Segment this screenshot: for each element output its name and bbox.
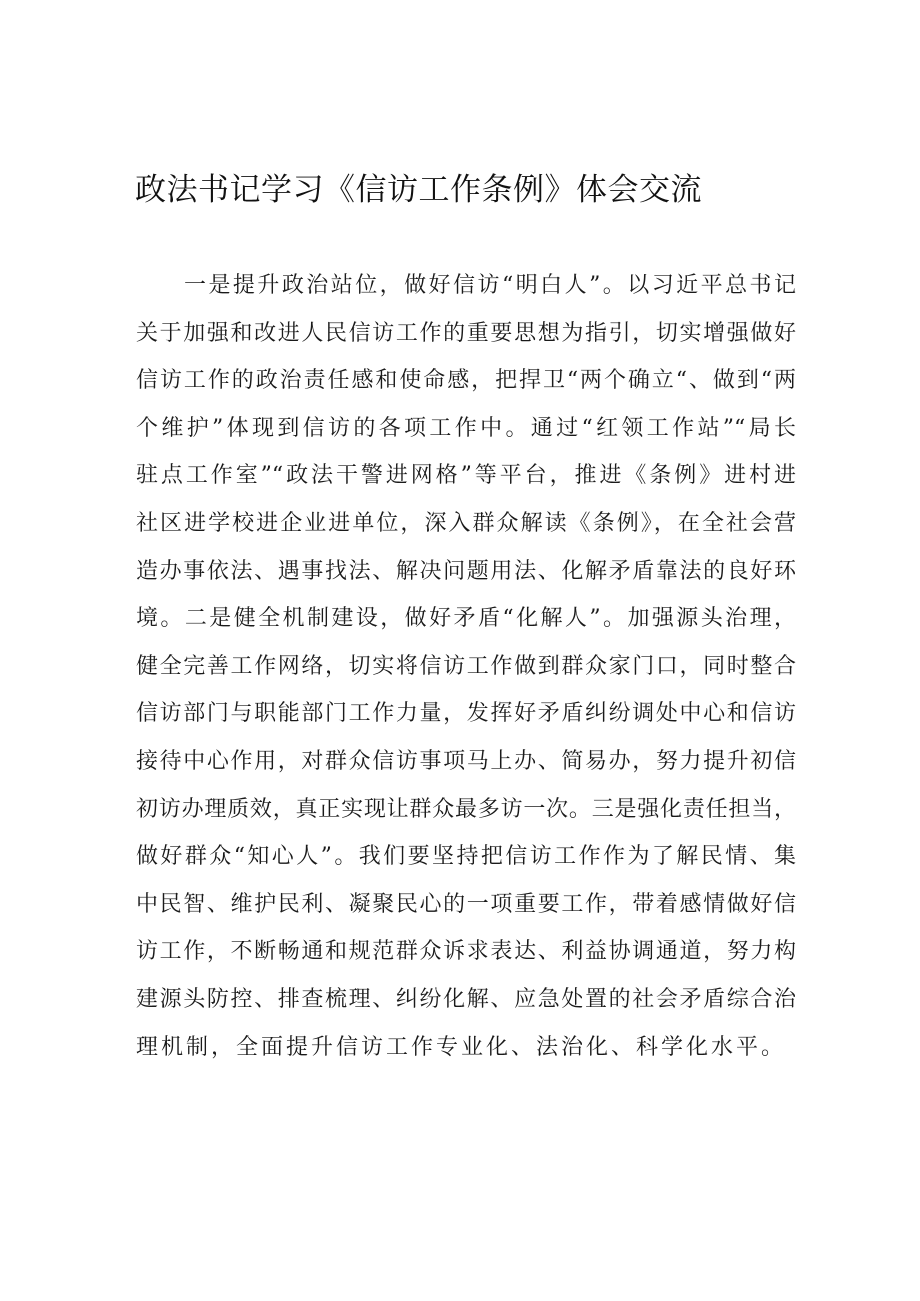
body-line: 造办事依法、遇事找法、解决问题用法、化解矛盾靠法的良好环 [136,558,796,584]
body-line: 关于加强和改进人民信访工作的重要思想为指引，切实增强做好 [136,320,796,346]
body-line: 访工作，不断畅通和规范群众诉求表达、利益协调通道，努力构 [136,939,796,965]
body-line: 初访办理质效，真正实现让群众最多访一次。三是强化责任担当， [136,796,796,822]
body-line: 一是提升政治站位，做好信访“明白人”。以习近平总书记 [184,273,796,298]
body-line: 境。二是健全机制建设，做好矛盾“化解人”。加强源头治理， [136,606,796,632]
body-line: 社区进学校进企业进单位，深入群众解读《条例》，在全社会营 [136,510,796,536]
body-line: 信访部门与职能部门工作力量，发挥好矛盾纠纷调处中心和信访 [136,701,796,727]
body-line: 接待中心作用，对群众信访事项马上办、简易办，努力提升初信 [136,748,796,774]
body-line: 做好群众“知心人”。我们要坚持把信访工作作为了解民情、集 [136,844,796,870]
body-line: 驻点工作室”“政法干警进网格”等平台，推进《条例》进村进 [136,463,796,489]
body-line: 理机制，全面提升信访工作专业化、法治化、科学化水平。 [136,1034,787,1060]
body-line: 健全完善工作网络，切实将信访工作做到群众家门口，同时整合 [136,653,796,679]
document-title: 政法书记学习《信访工作条例》体会交流 [135,172,702,208]
body-line: 个维护”体现到信访的各项工作中。通过“红领工作站”“局长 [136,415,796,441]
body-line: 建源头防控、排查梳理、纠纷化解、应急处置的社会矛盾综合治 [136,986,796,1012]
document-body [136,262,796,1071]
body-line: 信访工作的政治责任感和使命感，把捍卫“两个确立“、做到“两 [136,368,796,394]
body-line: 中民智、维护民利、凝聚民心的一项重要工作，带着感情做好信 [136,891,796,917]
